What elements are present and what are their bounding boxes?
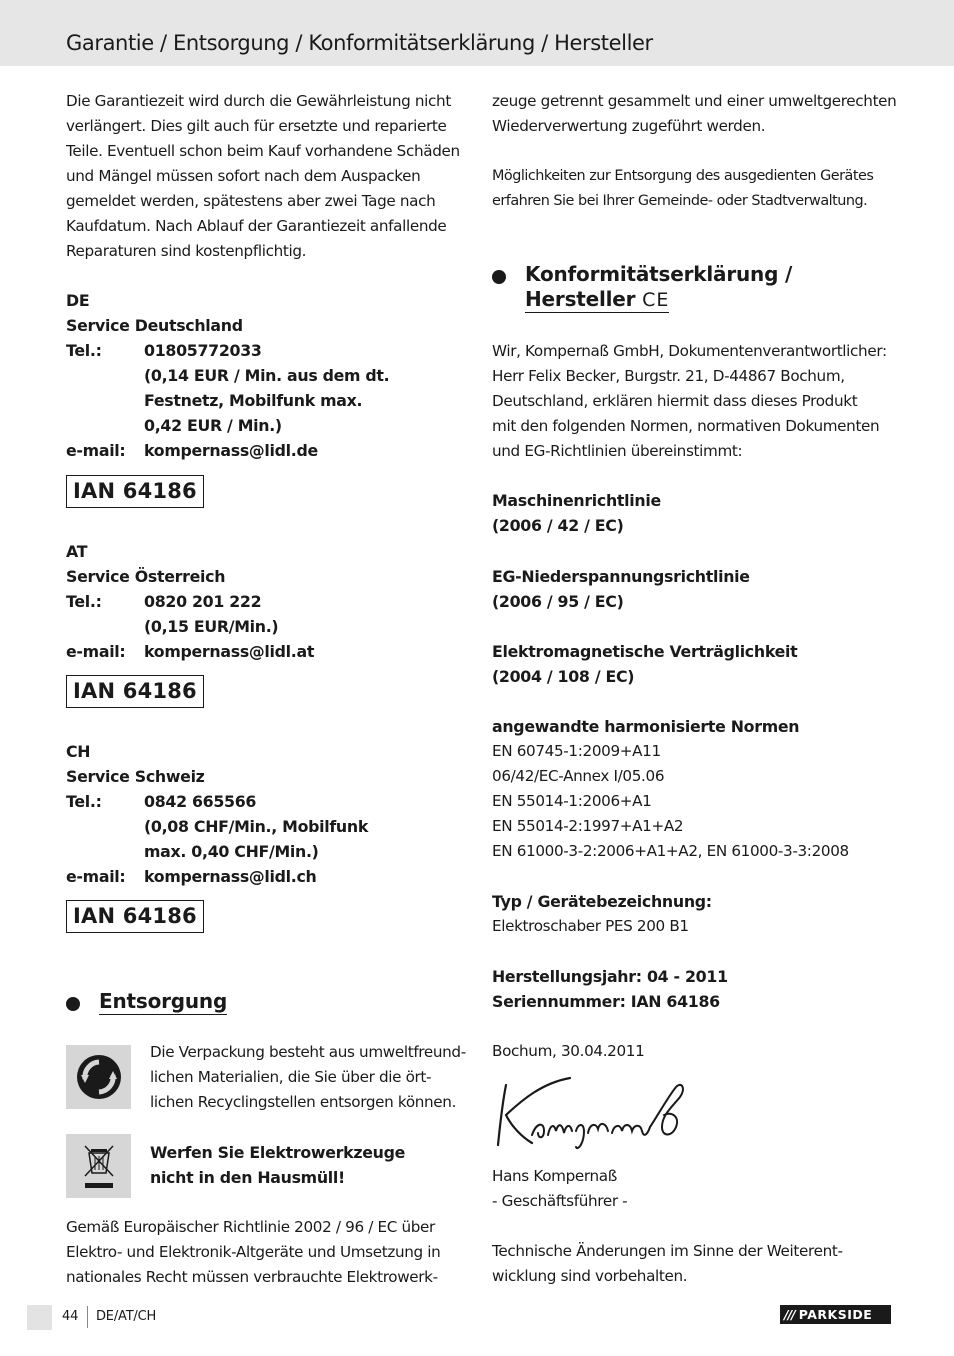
serial-number: Seriennummer: IAN 64186 (492, 992, 720, 1011)
email-label: e-mail: (66, 441, 126, 460)
parkside-logo (780, 1305, 891, 1324)
norms-heading: angewandte harmonisierte Normen (492, 717, 800, 736)
text-line: nicht in den Hausmüll! (150, 1168, 345, 1187)
page-number: 44 (62, 1309, 79, 1324)
text-line: Herr Felix Becker, Burgstr. 21, D-44867 Bochum, (492, 367, 845, 385)
text-line: (2004 / 108 / EC) (492, 667, 635, 686)
text-line: Wiederverwertung zugeführt werden. (492, 117, 766, 135)
norm-item: EN 61000-3-2:2006+A1+A2, EN 61000-3-3:2008 (492, 842, 849, 860)
technical-notice (492, 1239, 912, 1289)
norm-item: EN 60745-1:2009+A11 (492, 742, 661, 760)
production-year: Herstellungsjahr: 04 - 2011 (492, 967, 728, 986)
text-line: Möglichkeiten zur Entsorgung des ausgedienten Gerätes (492, 168, 874, 184)
text-line: zeuge getrennt gesammelt und einer umweltgerechten (492, 92, 897, 110)
text-line: Kaufdatum. Nach Ablauf der Garantiezeit anfallende (66, 217, 447, 235)
text-line: mit den folgenden Normen, normativen Dokumenten (492, 417, 880, 435)
service-block-at (66, 539, 466, 664)
brand-slashes: /// (784, 1307, 795, 1322)
warranty-paragraph (66, 89, 460, 264)
footer-divider (87, 1306, 88, 1328)
signer-block (492, 1164, 627, 1214)
service-name: Service Österreich (66, 567, 226, 586)
tel-note: Festnetz, Mobilfunk max. (144, 391, 363, 410)
disposal-continued (492, 89, 912, 139)
text-line: Gemäß Europäischer Richtlinie 2002 / 96 / EC über (66, 1218, 435, 1236)
text-line: (2006 / 42 / EC) (492, 516, 624, 535)
disposal-options (492, 164, 912, 214)
footer-marker (27, 1305, 52, 1330)
signer-role: - Geschäftsführer - (492, 1192, 628, 1210)
tel-note: (0,08 CHF/Min., Mobilfunk (144, 817, 369, 836)
crossed-bin-icon (66, 1134, 131, 1198)
directive-emc (492, 639, 797, 689)
text-line: und EG-Richtlinien übereinstimmt: (492, 442, 743, 460)
disposal-heading-text: Entsorgung (99, 989, 228, 1013)
type-value: Elektroschaber PES 200 B1 (492, 917, 689, 935)
text-line: Elektro- und Elektronik-Altgeräte und Umsetzung in (66, 1243, 441, 1261)
email-address: kompernass@lidl.de (144, 441, 318, 460)
text-line: EG-Niederspannungsrichtlinie (492, 567, 750, 586)
text-line: lichen Recyclingstellen entsorgen können. (150, 1093, 457, 1111)
signature (492, 1075, 692, 1153)
signer-name: Hans Kompernaß (492, 1167, 617, 1185)
text-line: verlängert. Dies gilt auch für ersetzte und reparierte (66, 117, 447, 135)
conformity-heading-line: Konformitätserklärung / (525, 262, 793, 286)
text-line: erfahren Sie bei Ihrer Gemeinde- oder Stadtverwaltung. (492, 193, 868, 209)
country-code: DE (66, 291, 90, 310)
text-line: Elektromagnetische Verträglichkeit (492, 642, 798, 661)
service-block-de (66, 288, 466, 463)
norm-item: 06/42/EC-Annex I/05.06 (492, 767, 665, 785)
tel-note: (0,14 EUR / Min. aus dem dt. (144, 366, 390, 385)
disposal-warning (150, 1140, 470, 1190)
email-address: kompernass@lidl.ch (144, 867, 317, 886)
ian-box-ch: IAN 64186 (66, 900, 204, 933)
text-line: Reparaturen sind kostenpflichtig. (66, 242, 307, 260)
tel-number: 0842 665566 (144, 792, 257, 811)
tel-label: Tel.: (66, 592, 102, 611)
service-name: Service Schweiz (66, 767, 205, 786)
text-line: Wir, Kompernaß GmbH, Dokumentenverantwortlicher: (492, 342, 887, 360)
email-address: kompernass@lidl.at (144, 642, 315, 661)
norm-item: EN 55014-2:1997+A1+A2 (492, 817, 684, 835)
country-code: CH (66, 742, 91, 761)
text-line: und Mängel müssen sofort nach dem Auspacken (66, 167, 421, 185)
email-label: e-mail: (66, 642, 126, 661)
disposal-heading (66, 989, 227, 1014)
text-line: Die Verpackung besteht aus umweltfreund- (150, 1043, 466, 1061)
declaration-paragraph (492, 339, 912, 464)
tel-note: 0,42 EUR / Min.) (144, 416, 282, 435)
tel-number: 01805772033 (144, 341, 262, 360)
tel-note: (0,15 EUR/Min.) (144, 617, 279, 636)
norms-block (492, 714, 912, 864)
production-block (492, 964, 728, 1014)
type-label: Typ / Gerätebezeichnung: (492, 892, 712, 911)
service-name: Service Deutschland (66, 316, 243, 335)
directive-paragraph (66, 1215, 476, 1290)
ce-mark-icon: CE (642, 289, 670, 311)
directive-machinery (492, 488, 661, 538)
text-line: nationales Recht müssen verbrauchte Elektrowerk- (66, 1268, 438, 1286)
text-line: Maschinenrichtlinie (492, 491, 661, 510)
bullet-icon (492, 270, 506, 284)
tel-note: max. 0,40 CHF/Min.) (144, 842, 319, 861)
text-line: Die Garantiezeit wird durch die Gewährleistung nicht (66, 92, 451, 110)
page-title: Garantie / Entsorgung / Konformitätserklärung / Hersteller (66, 31, 653, 55)
tel-label: Tel.: (66, 341, 102, 360)
conformity-heading (492, 262, 792, 313)
conformity-heading-line: Hersteller (525, 287, 636, 311)
norm-item: EN 55014-1:2006+A1 (492, 792, 652, 810)
text-line: lichen Materialien, die Sie über die ört- (150, 1068, 432, 1086)
service-block-ch (66, 739, 466, 889)
text-line: Technische Änderungen im Sinne der Weiterent- (492, 1242, 843, 1260)
text-line: Deutschland, erklären hiermit dass dieses Produkt (492, 392, 858, 410)
page-header (0, 0, 954, 66)
ian-box-at: IAN 64186 (66, 675, 204, 708)
email-label: e-mail: (66, 867, 126, 886)
footer-languages: DE/AT/CH (96, 1309, 157, 1324)
text-line: Teile. Eventuell schon beim Kauf vorhandene Schäden (66, 142, 460, 160)
text-line: gemeldet werden, spätestens aber zwei Tage nach (66, 192, 436, 210)
place-date: Bochum, 30.04.2011 (492, 1042, 645, 1060)
packaging-paragraph (150, 1040, 470, 1115)
ian-box-de: IAN 64186 (66, 475, 204, 508)
text-line: (2006 / 95 / EC) (492, 592, 624, 611)
recycling-icon (66, 1045, 131, 1109)
text-line: wicklung sind vorbehalten. (492, 1267, 688, 1285)
country-code: AT (66, 542, 88, 561)
type-block (492, 889, 912, 939)
text-line: Werfen Sie Elektrowerkzeuge (150, 1143, 406, 1162)
tel-label: Tel.: (66, 792, 102, 811)
bullet-icon (66, 997, 80, 1011)
tel-number: 0820 201 222 (144, 592, 262, 611)
brand-name: PARKSIDE (798, 1307, 873, 1322)
directive-low-voltage (492, 564, 750, 614)
